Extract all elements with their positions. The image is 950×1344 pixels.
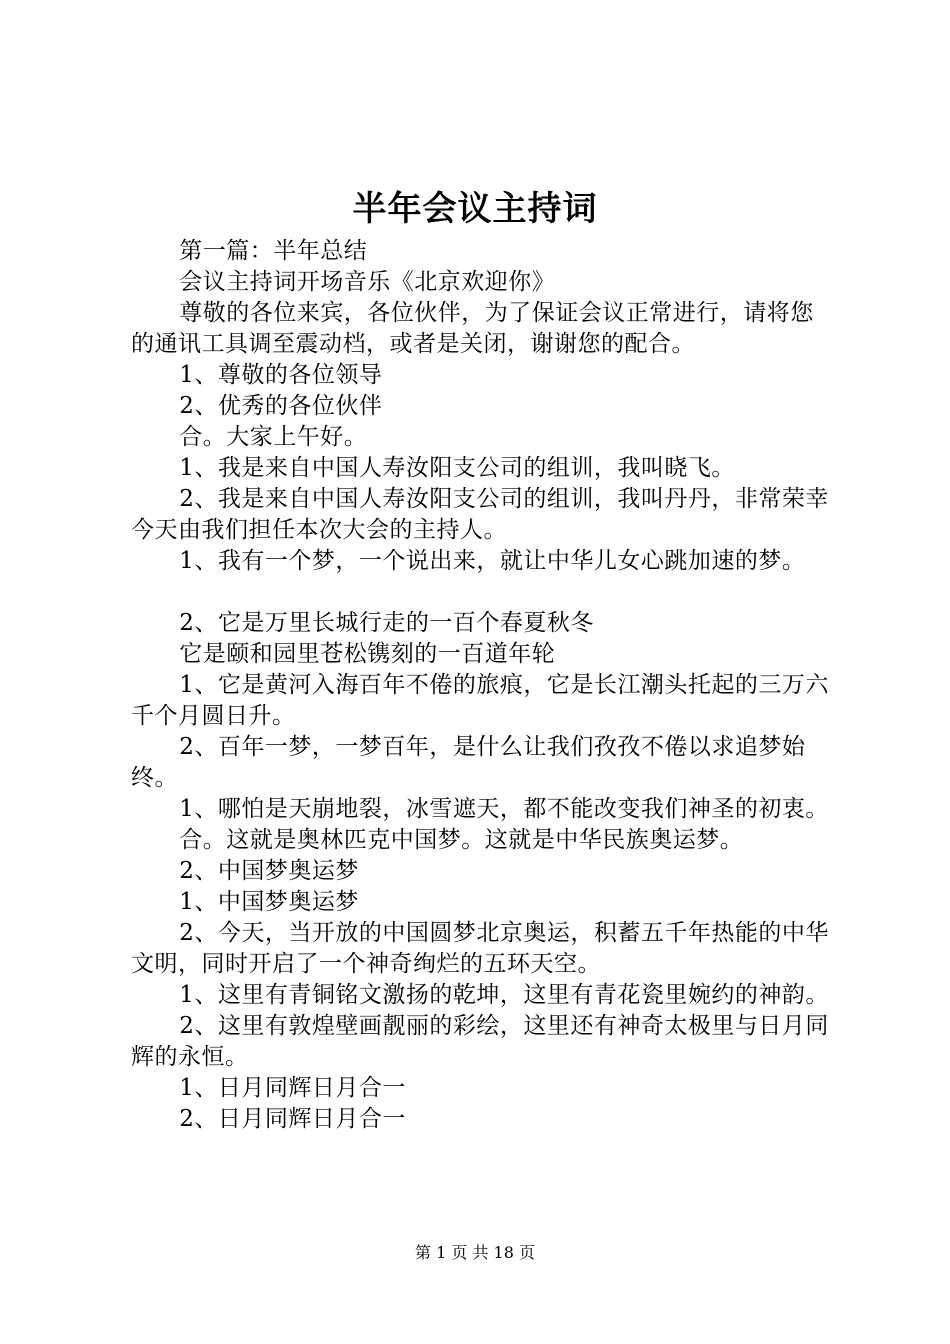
paragraph: 1、中国梦奥运梦 — [179, 889, 359, 915]
document-body — [131, 236, 831, 1135]
paragraph: 1、日月同辉日月合一 — [179, 1075, 406, 1101]
paragraph: 2、日月同辉日月合一 — [179, 1106, 406, 1132]
document-title: 半年会议主持词 — [352, 189, 598, 229]
paragraph: 合。这就是奥林匹克中国梦。这就是中华民族奥运梦。 — [179, 827, 744, 853]
paragraph: 1、它是黄河入海百年不倦的旅痕，它是长江潮头托起的三万六千个月圆日升。 — [131, 672, 829, 729]
paragraph: 2、百年一梦，一梦百年，是什么让我们孜孜不倦以求追梦始终。 — [131, 734, 806, 791]
paragraph: 2、我是来自中国人寿汝阳支公司的组训，我叫丹丹，非常荣幸今天由我们担任本次大会的主持人。 — [131, 486, 829, 543]
paragraph: 它是颐和园里苍松镌刻的一百道年轮 — [179, 641, 556, 667]
paragraph: 1、哪怕是天崩地裂，冰雪遮天，都不能改变我们神圣的初衷。 — [179, 796, 829, 822]
paragraph: 2、今天，当开放的中国圆梦北京奥运，积蓄五千年热能的中华文明，同时开启了一个神奇绚烂的五环天空。 — [131, 920, 829, 977]
paragraph: 会议主持词开场音乐《北京欢迎你》 — [179, 269, 556, 295]
paragraph: 2、中国梦奥运梦 — [179, 858, 359, 884]
paragraph: 2、它是万里长城行走的一百个春夏秋冬 — [179, 610, 594, 636]
paragraph: 1、尊敬的各位领导 — [179, 362, 383, 388]
paragraph: 2、优秀的各位伙伴 — [179, 393, 383, 419]
paragraph: 合。大家上午好。 — [179, 424, 368, 450]
paragraph: 尊敬的各位来宾，各位伙伴，为了保证会议正常进行，请将您的通讯工具调至震动档，或者是关闭，谢谢您的配合。 — [131, 300, 814, 357]
paragraph: 2、这里有敦煌壁画靓丽的彩绘，这里还有神奇太极里与日月同辉的永恒。 — [131, 1013, 829, 1070]
paragraph: 1、这里有青铜铭文激扬的乾坤，这里有青花瓷里婉约的神韵。 — [179, 982, 829, 1008]
paragraph: 1、我是来自中国人寿汝阳支公司的组训，我叫晓飞。 — [179, 455, 735, 481]
paragraph: 1、我有一个梦，一个说出来，就让中华儿女心跳加速的梦。 — [179, 548, 806, 574]
page-number-footer: 第 1 页 共 18 页 — [415, 1243, 535, 1262]
paragraph: 第一篇：半年总结 — [179, 238, 368, 264]
